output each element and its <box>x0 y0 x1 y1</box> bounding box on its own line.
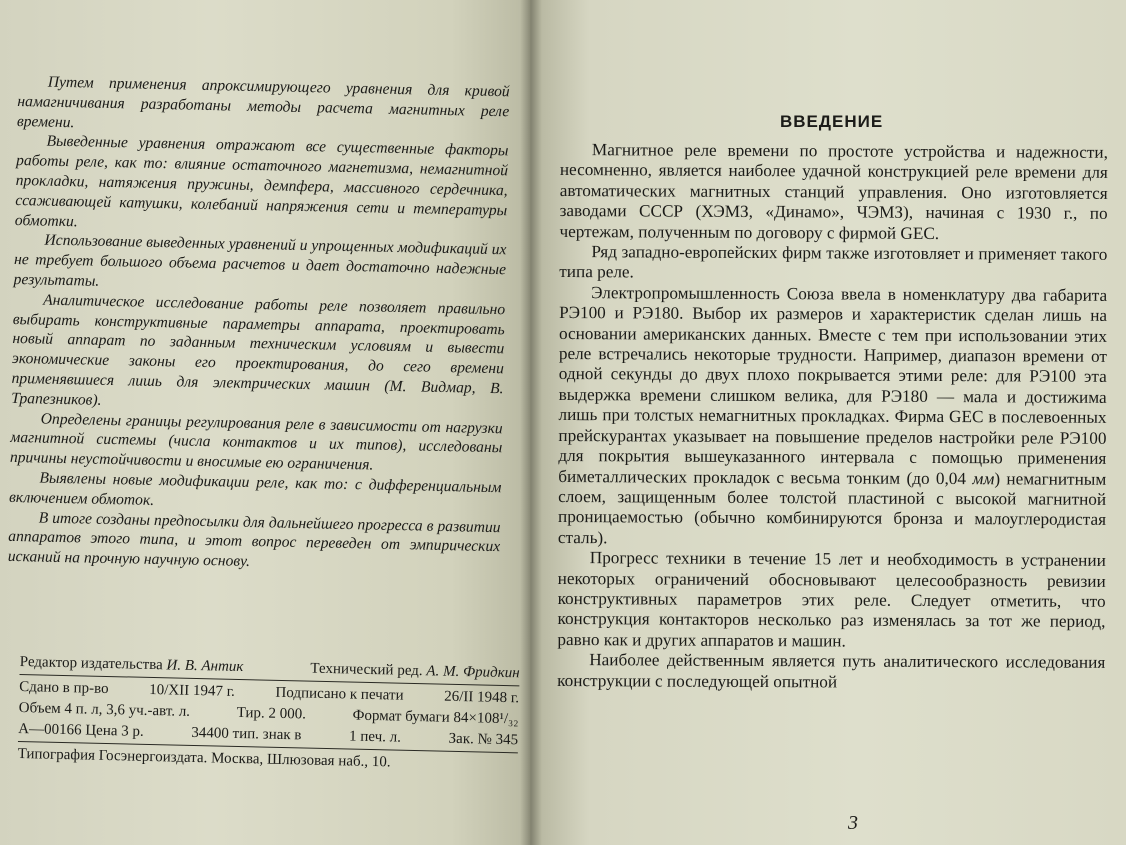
print-run: Тир. 2 000. <box>236 704 307 723</box>
abstract-paragraph: В итоге созданы предпосылки для дальнейшего прогресса в развитии аппаратов этого типа, и этот вопрос переведен от эмпирических исканий на прочную научную основу. <box>7 509 501 571</box>
price: А—00166 Цена 3 р. <box>18 720 144 740</box>
section-title: ВВЕДЕНИЕ <box>780 112 884 131</box>
body-paragraph-text: ) немагнитным слоем, защищенным более толстой пластиной с высокой магнитной проницаемостью (обычно комбинируются бронза и малоуглеродистая сталь). <box>557 468 1107 547</box>
tech-editor-name: А. М. Фридкин <box>426 663 520 682</box>
body-paragraph: Ряд западно-европейских фирм также изготовляет и применяет такого типа реле. <box>559 242 1108 282</box>
body-paragraph: Магнитное реле времени по простоте устройства и надежности, несомненно, является наиболее удачной конструкцией реле времени для автоматических магнитных станций управления. Оно изготовляется заводами СССР (ХЭМЗ, «Динамо», ЧЭМЗ), начиная с 1930 г., по чертежам, полученным по договору с фирмой GEC. <box>559 140 1108 243</box>
printer-address: Типография Госэнергоиздата. Москва, Шлюзовая наб., 10. <box>17 745 391 771</box>
submitted-label: Сдано в пр-во <box>19 678 109 698</box>
abstract-paragraph: Выведенные уравнения отражают все существенные факторы работы реле, как то: влияние остаточного магнетизма, немагнитной прокладки, натяжения пружины, демпфера, массивного сердечника, ссаживающей катушки, колебаний напряжения сети и температуры обмотки. <box>14 133 509 230</box>
abstract-paragraph: Определены границы регулирования реле в зависимости от нагрузки магнитной системы (числа контактов и их типов), исследованы причины неустойчивости и вносимые ею ограничения. <box>9 410 503 474</box>
abstract-paragraph: Выявлены новые модификации реле, как то: с дифференциальным включением обмоток. <box>8 469 502 509</box>
tech-editor-label: Технический ред. <box>310 660 423 680</box>
imprint <box>17 652 519 776</box>
editor-label: Редактор издательства <box>19 653 163 674</box>
page-number: 3 <box>848 812 858 834</box>
body-paragraph: Прогресс техники в течение 15 лет и необходимость в устранении некоторых ограничений обосновывают целесообразность ревизии конструктивных параметров этих реле. Следует отметить, что конструкция контакторов несколько раз изменялась за тот же период, равно как и других аппаратов и машин. <box>557 548 1106 651</box>
body-paragraph: Наиболее действенным является путь аналитического исследования конструкции с последующей опытной <box>557 650 1106 692</box>
right-page <box>530 0 1126 845</box>
order-number: Зак. № 345 <box>448 730 519 749</box>
editor-name: И. В. Антик <box>166 657 244 676</box>
unit-mm: мм <box>972 468 995 488</box>
volume: Объем 4 п. л, 3,6 уч.-авт. л. <box>18 699 191 720</box>
submitted-date: 10/XII 1947 г. <box>149 681 236 700</box>
abstract-paragraph: Аналитическое исследование работы реле позволяет правильно выбирать конструктивные параметры аппарата, проектировать новый аппарат по заданным техническим условиям и вывести экономические законы его проектирования, до сего времени применявшиеся лишь для электрических машин (М. Видмар, В. Трапезников). <box>10 291 506 409</box>
characters: 34400 тип. знак в <box>191 724 302 744</box>
signed-label: Подписано к печати <box>275 684 404 704</box>
paper-format: Формат бумаги 84×108¹/₃₂ <box>352 707 519 728</box>
abstract-paragraph: Путем применения апроксимирующего уравнения для кривой намагничивания разработаны методы расчета магнитных реле времени. <box>16 73 510 131</box>
signed-date: 26/II 1948 г. <box>444 688 520 707</box>
abstract-paragraph: Использование выведенных уравнений и упрощенных модификаций их не требует большого объема расчетов и дает достаточно надежные результаты. <box>13 231 507 290</box>
abstract <box>8 72 510 577</box>
print-sheet: 1 печ. л. <box>348 728 402 746</box>
body-text <box>557 140 1108 694</box>
body-paragraph-text: Электропромышленность Союза ввела в номенклатуру два габарита РЭ100 и РЭ180. Выбор их размеров и характеристик сделан лишь на основании американских данных. Вместе с тем при использовании этих реле встречались некоторые трудности. Например, диапазон времени от одной секунды до двух плохо покрывается этими реле: для РЭ100 эта выдержка времени слишком велика, для РЭ180 — мала и достижима лишь при толстых немагнитных прокладках. Фирма GEC в послевоенных прейскурантах указывает на повышение пределов настройки реле РЭ100 для покрытия вышеуказанного интервала с помощью применения биметаллических прокладок с весьма тонким (до 0,04 <box>558 283 1108 488</box>
left-page <box>0 0 530 845</box>
body-paragraph <box>558 283 1107 551</box>
